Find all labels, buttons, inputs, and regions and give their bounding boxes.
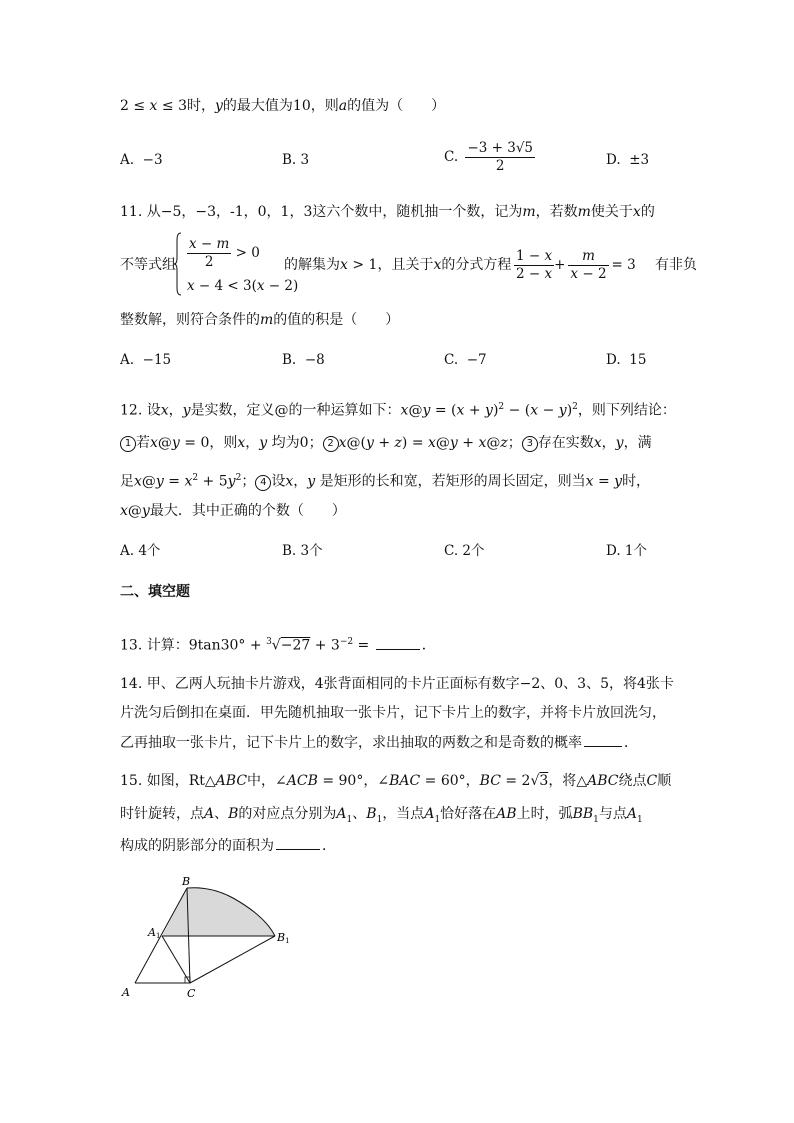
circled-one-icon: 1 [120, 436, 136, 452]
q12-option-c[interactable]: C. 2个 [444, 543, 485, 559]
q11-line-2c: 有非负 [655, 257, 697, 273]
q12-option-a[interactable]: A. 4个 [120, 543, 161, 559]
q14-answer-blank[interactable] [584, 732, 622, 747]
q13-line: 13. 计算：$9\tan 30^\circ + ^3√-27 + 3^{-2}$ = ． [120, 632, 436, 656]
q11-option-a[interactable]: A. −15 [120, 352, 172, 368]
q11-line-2a: 不等式组 [120, 257, 176, 273]
circled-four-icon: 4 [255, 475, 271, 491]
q14-line-1: 14. 甲、乙两人玩抽卡片游戏，4张背面相同的卡片正面标有数字−2、0、3、5，将4张卡 [120, 676, 674, 692]
label-b: B [182, 875, 191, 888]
q13-answer-blank[interactable] [376, 635, 420, 650]
q10-option-a[interactable]: A. −3 [120, 152, 163, 168]
q12-line-3: 足x@y = $x^2 + 5y^2$； 4 设x，y 是矩形的长和宽，若矩形的周长固定，则当x = y时， [120, 473, 651, 490]
q11-option-d[interactable]: D. 15 [606, 352, 647, 368]
circled-three-icon: 3 [522, 436, 538, 452]
q11-fractional-equation: $\frac{1 - x}{2 - x}$ + $\frac{m}{x - 2}$ = 3 [516, 248, 636, 282]
label-b1: B1 [277, 931, 290, 945]
q10-stem: 2 ≤ x ≤ 3时，y的最大值为10，则a的值为（ ） [120, 98, 446, 114]
label-a: A [122, 986, 130, 999]
q10-tail-1: 时， [187, 98, 215, 114]
q15-answer-blank[interactable] [276, 835, 320, 850]
q15-line-3: 构成的阴影部分的面积为 ． [120, 835, 336, 856]
q14-line-3: 乙再抽取一张卡片，记下卡片上的数字，求出抽取的两数之和是奇数的概率 ． [120, 732, 638, 753]
label-c: C [187, 987, 196, 1000]
q11-option-b[interactable]: B. −8 [282, 352, 325, 368]
q12-line-4: x@y最大．其中正确的个数（ ） [120, 503, 346, 519]
q15-line-1: 15. 如图，Rt△ABC中，∠ACB = 90°，∠BAC = 60°，BC = 2√3，将△ABC绕点C顺 [120, 773, 672, 789]
q10-option-c[interactable]: C. $\frac{-3 + 3√5}{2}$ [444, 140, 534, 174]
label-a1: A1 [148, 926, 161, 940]
q11-line-3: 整数解，则符合条件的m的值的积是（ ） [120, 312, 400, 328]
q12-option-d[interactable]: D. 1个 [606, 543, 648, 559]
q15-line-2: 时针旋转，点A、B的对应点分别为$A_1$、$B_1$，当点$A_1$恰好落在AB上时，弧$BB_1$与点$A_1$ [120, 806, 643, 825]
q10-option-c-fraction: $\frac{-3 + 3√5}{2}$ [467, 140, 534, 174]
q11-option-c[interactable]: C. −7 [444, 352, 487, 368]
shaded-region [162, 888, 275, 936]
q11-line-1: 11. 从−5，−3，-1，0，1，3这六个数中，随机抽一个数，记为m，若数m使关于x的 [120, 204, 655, 220]
q11-line-2b: 的解集为x > 1，且关于x的分式方程 [284, 257, 512, 273]
q12-line-1: 12. 设x，y是实数，定义@的一种运算如下：x@y = $(x + y)^2 - (x - y)^2$，则下列结论： [120, 402, 676, 419]
q14-line-2: 片洗匀后倒扣在桌面．甲先随机抽取一张卡片，记下卡片上的数字，并将卡片放回洗匀， [120, 705, 666, 721]
q10-option-d[interactable]: D. ±3 [606, 152, 650, 168]
q11-inequality-2: x − 4 < 3(x − 2) [187, 278, 299, 294]
circled-two-icon: 2 [323, 436, 339, 452]
q12-line-2: 1 若x@y = 0，则x，y 均为0； 2 x@(y + z) = x@y + x@z； 3 存在实数x，y，满 [120, 433, 652, 453]
brace-icon [174, 232, 182, 296]
q15-geometry-figure [115, 870, 305, 1005]
section-heading: 二、填空题 [120, 584, 190, 600]
q12-option-b[interactable]: B. 3个 [282, 543, 323, 559]
q10-option-b[interactable]: B. 3 [282, 152, 310, 168]
q11-inequality-1: $\frac{x - m}{2}$ > 0 [189, 236, 260, 270]
